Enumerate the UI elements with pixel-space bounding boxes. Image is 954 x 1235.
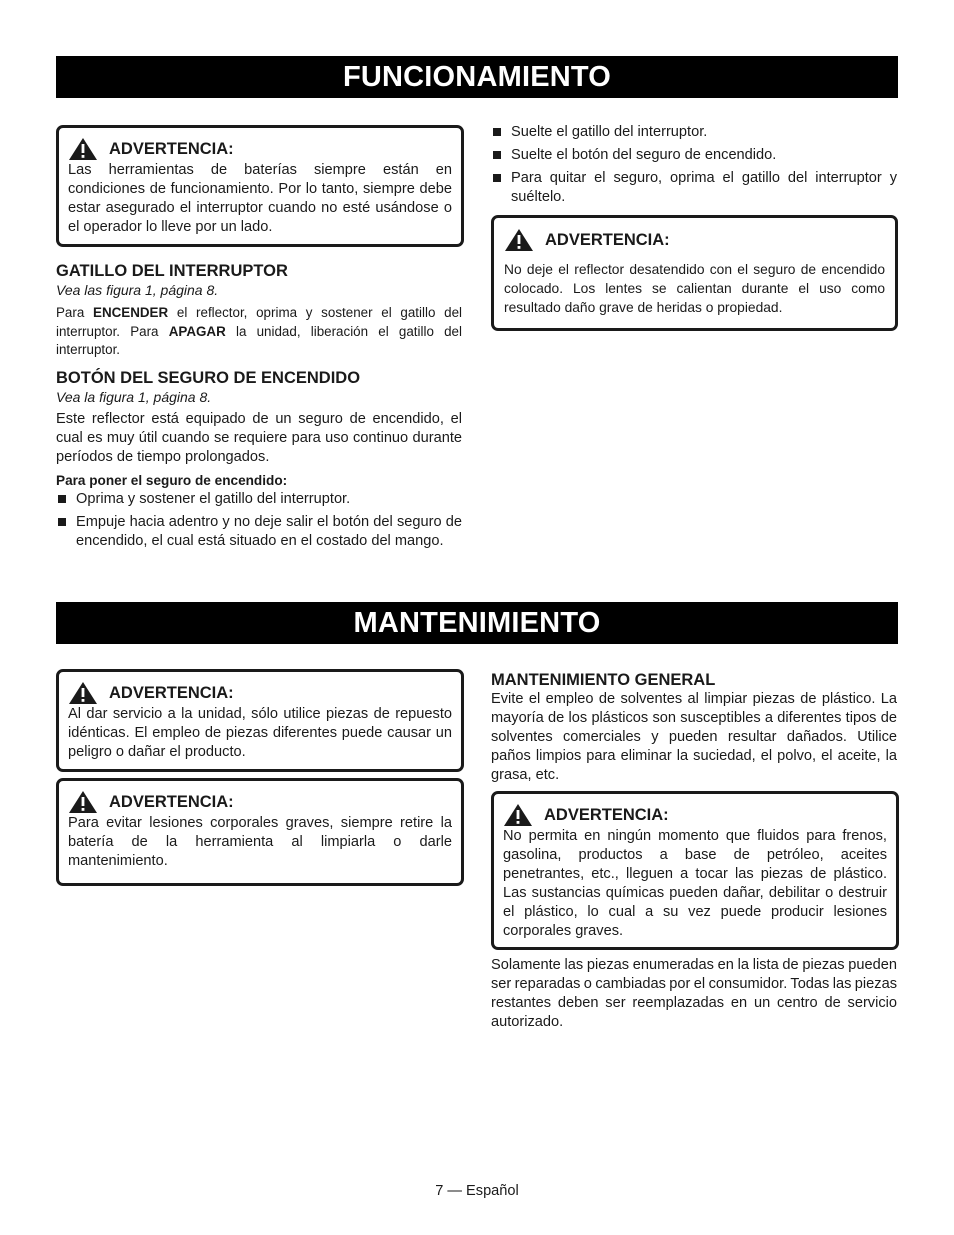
warning-label: ADVERTENCIA:	[109, 140, 234, 158]
warning-triangle-icon	[68, 790, 98, 814]
boton-paragraph: Este reflector está equipado de un seguro de encendido, el cual es muy útil cuando se requiere para uso continuo durante períodos de tiempo prolongados.	[56, 410, 462, 465]
warning-triangle-icon	[68, 681, 98, 705]
warning-text: Para evitar lesiones corporales graves, siempre retire la batería de la herramienta al limpiarla o darle mantenimiento.	[68, 815, 452, 869]
bullet-list	[491, 123, 897, 207]
list-item: Suelte el botón del seguro de encendido.	[491, 146, 897, 165]
warning-triangle-icon	[68, 137, 98, 161]
section-title-mantenimiento: MANTENIMIENTO	[56, 602, 898, 644]
warning-label: ADVERTENCIA:	[109, 684, 234, 702]
figure-reference: Vea la figura 1, página 8.	[56, 388, 212, 405]
general-paragraph: Evite el empleo de solventes al limpiar piezas de plástico. La mayoría de los plásticos son susceptibles a diferentes tipos de solventes comerciales y pueden resultar dañados. Utilice paños limpios para eliminar la suciedad, el polvo, el aceite, la grasa, etc.	[491, 691, 897, 783]
warning-box	[56, 125, 464, 247]
warning-triangle-icon	[503, 803, 533, 827]
list-item: Empuje hacia adentro y no deje salir el botón del seguro de encendido, el cual está situado en el costado del mango.	[56, 513, 462, 551]
warning-text: No deje el reflector desatendido con el seguro de encendido colocado. Los lentes se calientan durante el uso como resultado daño grave de heridas o propiedad.	[504, 262, 885, 315]
bullet-list	[56, 490, 462, 551]
warning-text: Las herramientas de baterías siempre están en condiciones de funcionamiento. Por lo tanto, siempre debe estar asegurado el interruptor cuando no esté usándose o el operador lo lleve por un lado.	[68, 162, 452, 235]
mantenimiento-right-column	[491, 670, 897, 1032]
heading-mantenimiento-general: MANTENIMIENTO GENERAL	[491, 671, 716, 689]
page-footer: 7 — Español	[435, 1183, 519, 1199]
warning-box	[56, 669, 464, 772]
gatillo-paragraph: Para ENCENDER el reflector, oprima y sostener el gatillo del interruptor. Para APAGAR la unidad, liberación el gatillo del interruptor.	[56, 305, 462, 357]
list-item: Para quitar el seguro, oprima el gatillo del interruptor y suéltelo.	[491, 169, 897, 207]
closing-paragraph: Solamente las piezas enumeradas en la lista de piezas pueden ser reparadas o cambiadas por el consumidor. Todas las piezas restantes deben ser reemplazadas en un centro de servicio autorizado.	[491, 957, 897, 1030]
funcionamiento-right-column	[491, 123, 897, 331]
heading-gatillo: GATILLO DEL INTERRUPTOR	[56, 262, 288, 280]
funcionamiento-left-column	[56, 125, 462, 555]
warning-label: ADVERTENCIA:	[544, 806, 669, 824]
figure-reference: Vea las figura 1, página 8.	[56, 282, 219, 298]
subheading-poner-seguro: Para poner el seguro de encendido:	[56, 472, 288, 488]
heading-boton-seguro: BOTÓN DEL SEGURO DE ENCENDIDO	[56, 368, 361, 387]
list-item: Suelte el gatillo del interruptor.	[491, 123, 897, 142]
warning-triangle-icon	[504, 228, 534, 252]
warning-label: ADVERTENCIA:	[109, 793, 234, 811]
mantenimiento-left-column	[56, 669, 462, 886]
warning-label: ADVERTENCIA:	[545, 231, 670, 249]
warning-box	[56, 778, 464, 886]
warning-box	[491, 215, 898, 331]
warning-box	[491, 791, 899, 950]
list-item: Oprima y sostener el gatillo del interruptor.	[56, 490, 462, 509]
section-title-funcionamiento: FUNCIONAMIENTO	[56, 56, 898, 98]
warning-text: Al dar servicio a la unidad, sólo utilice piezas de repuesto idénticas. El empleo de piezas diferentes puede causar un peligro o dañar el producto.	[68, 706, 452, 760]
warning-text: No permita en ningún momento que fluidos para frenos, gasolina, productos a base de petróleo, aceites penetrantes, etc., lleguen a tocar las piezas de plástico. Las sustancias químicas pueden dañar, debilitar o destruir el plástico, lo cual a su vez puede producir lesiones corporales graves.	[503, 828, 887, 939]
